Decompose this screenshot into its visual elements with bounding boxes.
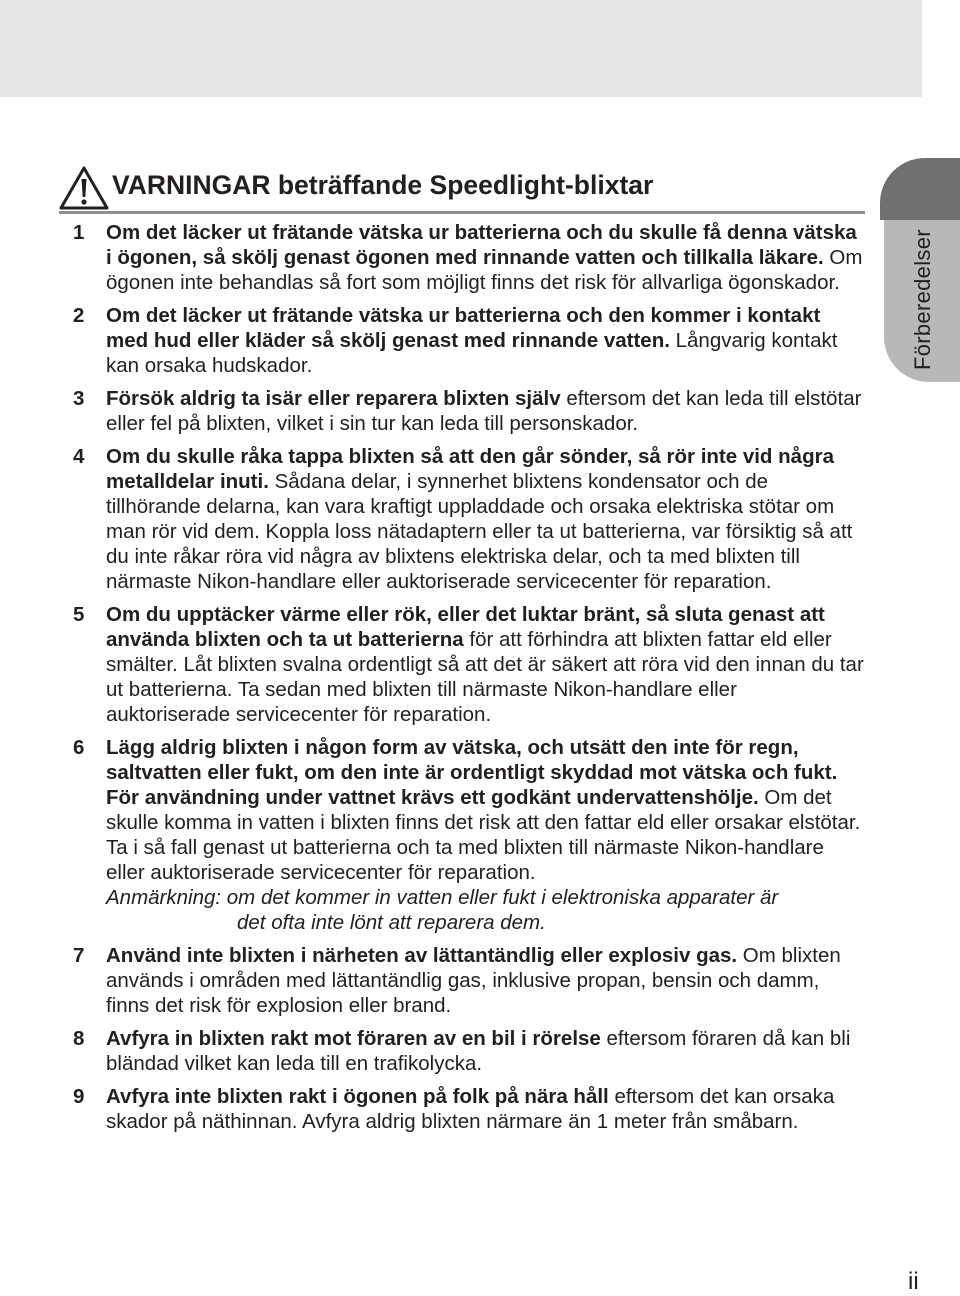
- item-bold: Använd inte blixten i närheten av lättantändlig eller explosiv gas.: [106, 944, 738, 967]
- warning-heading: [59, 162, 864, 212]
- item-number: 9: [73, 1085, 85, 1108]
- list-item: [0, 602, 880, 727]
- list-item: [0, 303, 880, 378]
- warning-triangle-icon: [59, 166, 109, 210]
- section-label: Förberedelser: [910, 229, 935, 370]
- item-bold: Lägg aldrig blixten i någon form av vätska, och utsätt den inte för regn, saltvatten eller fukt, om den inte är ordentligt skyddad mot vätska och fukt. För användning under vattnet krävs ett godkänt undervattenshölje.: [106, 736, 838, 809]
- item-bold: Avfyra in blixten rakt mot föraren av en bil i rörelse: [106, 1027, 601, 1050]
- item-body: Om det skulle komma in vatten i blixten finns det risk att den fattar eld eller orsakar elstötar. Ta i så fall genast ut batterierna och ta med blixten till närmaste Nikon-handlare eller auktoriserade servicecenter för reparation.: [106, 786, 861, 884]
- page-number: ii: [908, 1268, 919, 1295]
- top-band: [0, 0, 922, 97]
- list-item: [0, 444, 880, 594]
- item-text: [106, 220, 866, 295]
- item-bold: Om det läcker ut frätande vätska ur batterierna och du skulle få denna vätska i ögonen, så skölj genast ögonen med rinnande vatten och tillkalla läkare.: [106, 221, 857, 269]
- item-number: 2: [73, 304, 85, 327]
- list-item: [0, 943, 880, 1018]
- list-item: [0, 735, 880, 935]
- list-item: [0, 1026, 880, 1076]
- item-bold: Försök aldrig ta isär eller reparera blixten själv: [106, 387, 561, 410]
- list-item: [0, 220, 880, 295]
- item-note: Anmärkning: om det kommer in vatten eller fukt i elektroniska apparater är: [106, 886, 779, 909]
- item-body: eftersom föraren då kan bli bländad vilket kan leda till en trafikolycka.: [106, 1027, 851, 1075]
- item-bold: Om det läcker ut frätande vätska ur batterierna och den kommer i kontakt med hud eller kläder så skölj genast med rinnande vatten.: [106, 304, 821, 352]
- item-text: [106, 943, 866, 1018]
- item-text: [106, 386, 866, 436]
- list-item: [0, 386, 880, 436]
- item-body: eftersom det kan orsaka skador på näthinnan. Avfyra aldrig blixten närmare än 1 meter från småbarn.: [106, 1085, 835, 1133]
- item-body: Sådana delar, i synnerhet blixtens kondensator och de tillhörande delarna, kan vara kraftigt uppladdade och orsaka elektriska stötar om man rör vid dem. Koppla loss nätadaptern eller ta ut batterierna, var försiktig så att du inte råkar röra vid några av blixtens elektriska delar, och ta med blixten till närmaste Nikon-handlare eller auktoriserade servicecenter för reparation.: [106, 470, 853, 593]
- item-note-continued: det ofta inte lönt att reparera dem.: [237, 911, 546, 934]
- item-body: Om blixten används i områden med lättantändlig gas, inklusive propan, bensin och damm, finns det risk för explosion eller brand.: [106, 944, 841, 1017]
- item-body: för att förhindra att blixten fattar eld eller smälter. Låt blixten svalna ordentligt så att det är säkert att röra vid den innan du tar ut batterierna. Ta sedan med blixten till närmaste Nikon-handlare eller auktoriserade servicecenter för reparation.: [106, 628, 864, 726]
- item-bold: Avfyra inte blixten rakt i ögonen på folk på nära håll: [106, 1085, 609, 1108]
- item-number: 1: [73, 221, 85, 244]
- heading-divider: [59, 211, 865, 214]
- item-text: [106, 303, 866, 378]
- item-text: [106, 1026, 866, 1076]
- item-body: Om ögonen inte behandlas så fort som möjligt finns det risk för allvarliga ögonskador.: [106, 246, 863, 294]
- item-text: [106, 444, 866, 594]
- item-number: 7: [73, 944, 85, 967]
- item-number: 5: [73, 603, 85, 626]
- warning-list: [0, 220, 880, 1134]
- item-text: [106, 735, 866, 935]
- item-text: [106, 602, 866, 727]
- item-text: [106, 1084, 866, 1134]
- item-bold: Om du skulle råka tappa blixten så att den går sönder, så rör inte vid några metalldelar inuti.: [106, 445, 834, 493]
- page-title: VARNINGAR beträffande Speedlight-blixtar: [112, 170, 654, 200]
- item-number: 3: [73, 387, 85, 410]
- item-number: 8: [73, 1027, 85, 1050]
- list-item: [0, 1084, 880, 1134]
- item-bold: Om du upptäcker värme eller rök, eller det luktar bränt, så sluta genast att använda blixten och ta ut batterierna: [106, 603, 825, 651]
- item-body: Långvarig kontakt kan orsaka hudskador.: [106, 329, 838, 377]
- item-number: 4: [73, 445, 85, 468]
- item-number: 6: [73, 736, 85, 759]
- item-body: eftersom det kan leda till elstötar eller fel på blixten, vilket i sin tur kan leda till personskador.: [106, 387, 862, 435]
